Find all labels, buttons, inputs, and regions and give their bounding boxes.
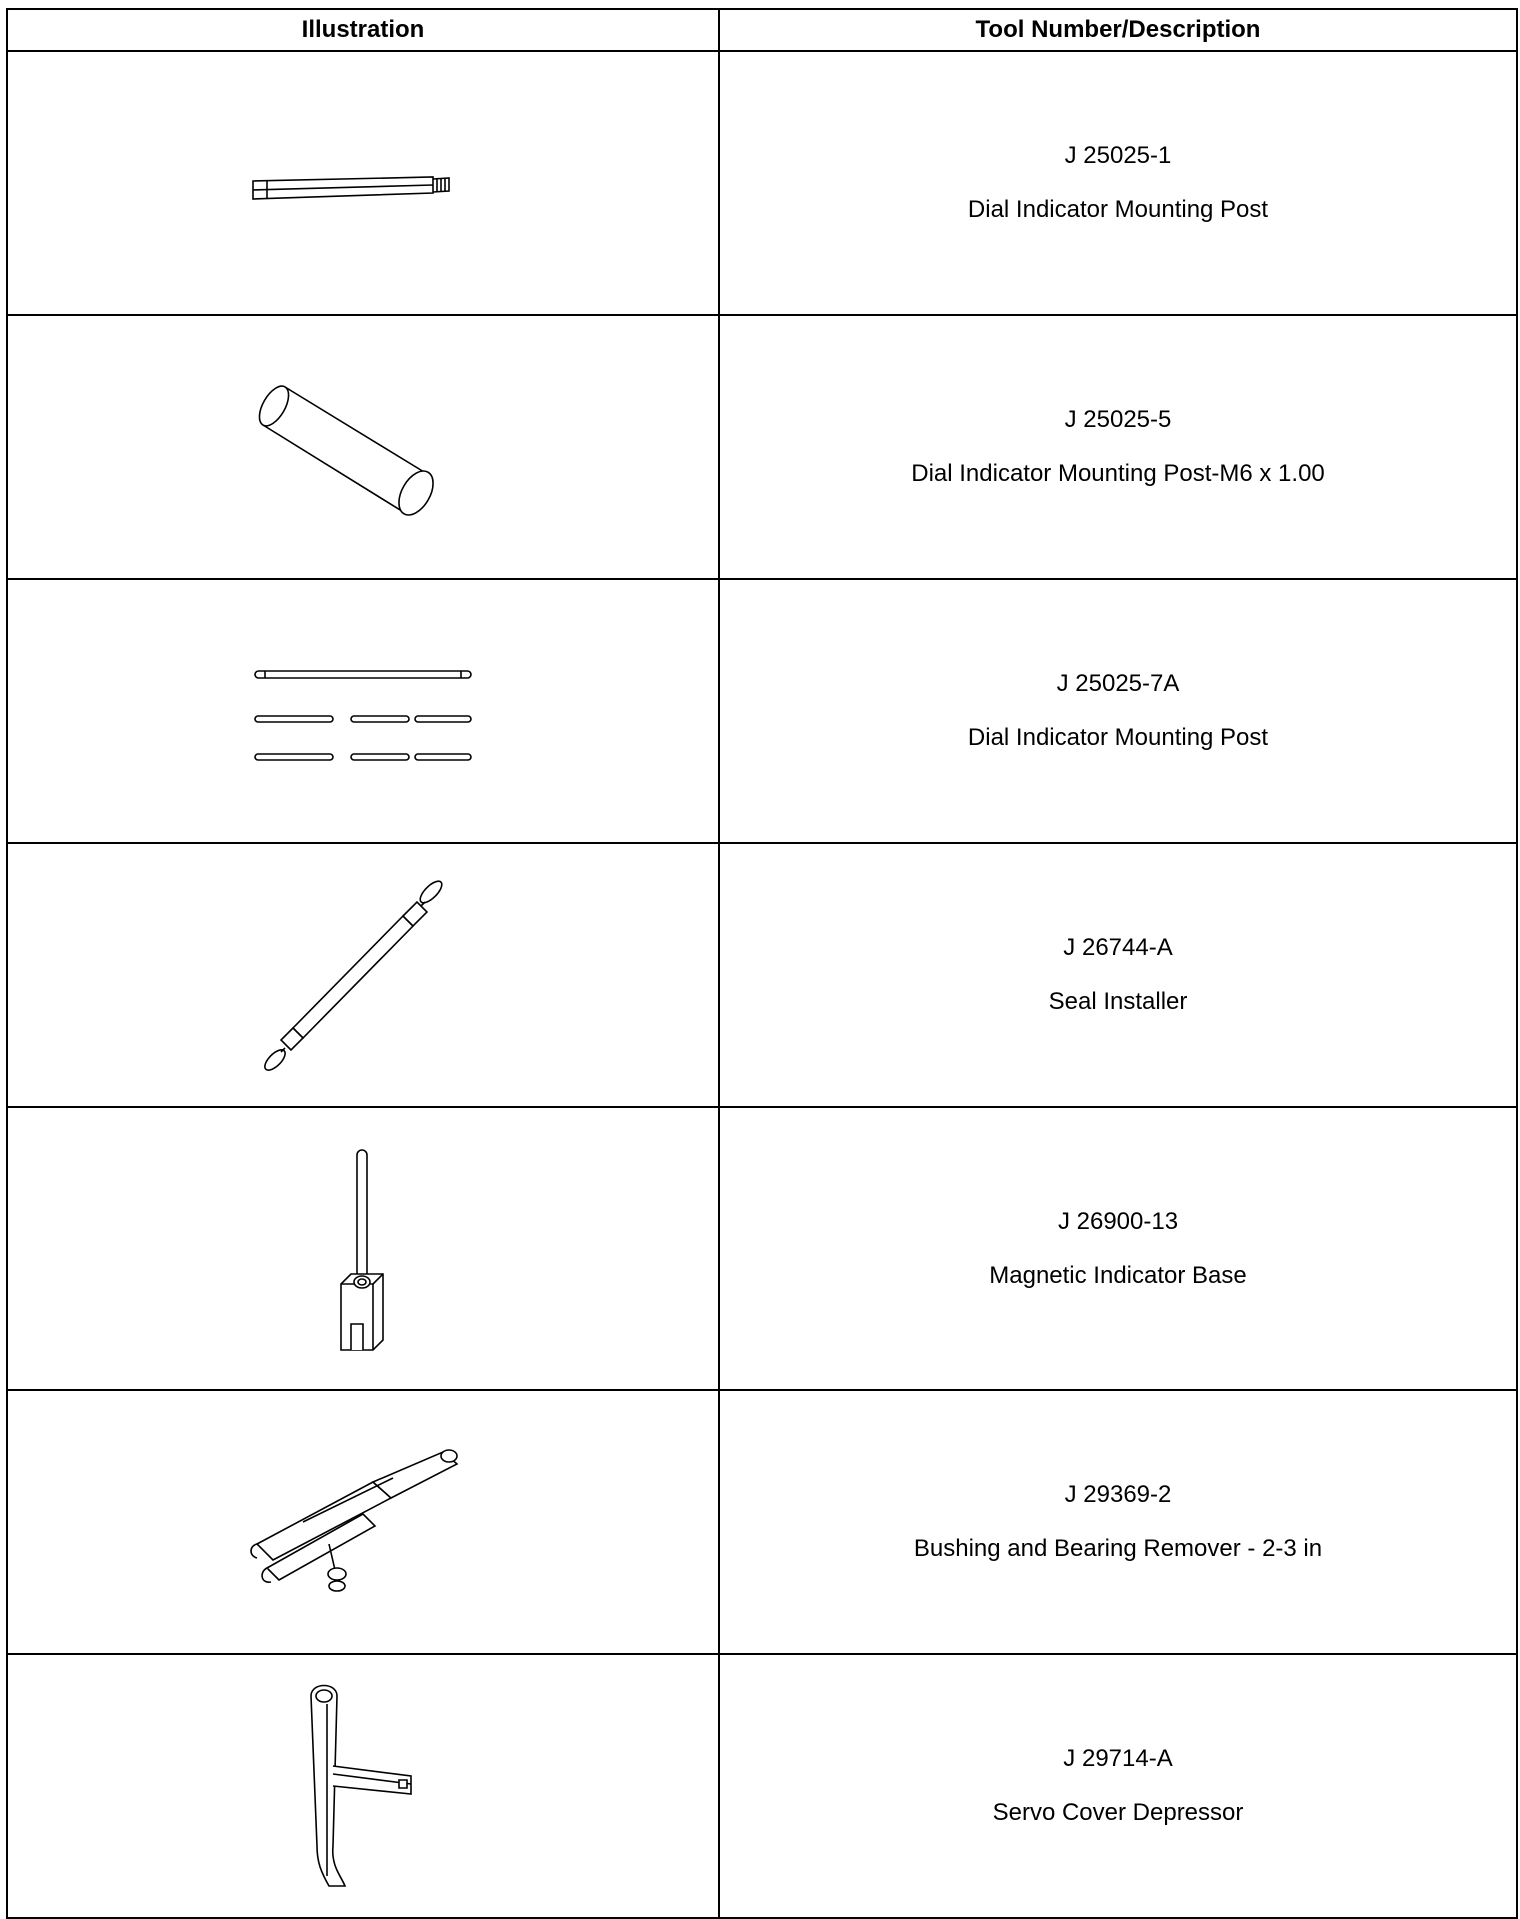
servo-depressor-icon	[293, 1676, 433, 1896]
tool-description: Seal Installer	[1048, 988, 1188, 1015]
tool-number: J 26744-A	[1063, 934, 1173, 961]
table-row	[7, 1390, 1517, 1654]
tool-description: Servo Cover Depressor	[992, 1799, 1244, 1826]
seal-installer-icon	[253, 870, 473, 1080]
mounting-post-icon	[243, 153, 483, 213]
table-row	[7, 843, 1517, 1107]
tool-number: J 25025-5	[1064, 406, 1172, 433]
description-cell	[719, 1107, 1517, 1390]
table-row	[7, 579, 1517, 843]
table-row	[7, 1107, 1517, 1390]
tool-description: Dial Indicator Mounting Post	[967, 196, 1269, 223]
illustration-cell	[7, 843, 719, 1107]
table-row	[7, 315, 1517, 579]
table-row	[7, 1654, 1517, 1918]
header-tool-description: Tool Number/Description	[719, 9, 1517, 51]
tool-description: Dial Indicator Mounting Post-M6 x 1.00	[911, 460, 1325, 487]
description-cell	[719, 51, 1517, 315]
description-cell	[719, 579, 1517, 843]
illustration-cell	[7, 315, 719, 579]
description-cell	[719, 315, 1517, 579]
post-set-icon	[243, 656, 483, 766]
illustration-cell	[7, 51, 719, 315]
magnetic-base-icon	[323, 1144, 403, 1354]
cylinder-post-icon	[253, 367, 473, 527]
tool-number: J 29369-2	[1064, 1481, 1172, 1508]
illustration-cell	[7, 579, 719, 843]
description-cell	[719, 1654, 1517, 1918]
description-cell	[719, 1390, 1517, 1654]
header-row	[7, 9, 1517, 51]
tool-description: Magnetic Indicator Base	[989, 1261, 1247, 1289]
header-illustration: Illustration	[7, 9, 719, 51]
tool-number: J 25025-1	[1064, 142, 1172, 169]
tool-description: Bushing and Bearing Remover - 2-3 in	[913, 1535, 1323, 1562]
illustration-cell	[7, 1107, 719, 1390]
tool-number: J 26900-13	[1057, 1207, 1179, 1235]
illustration-cell	[7, 1654, 719, 1918]
special-tools-table	[6, 8, 1518, 1919]
description-cell	[719, 843, 1517, 1107]
tool-number: J 25025-7A	[1056, 670, 1180, 697]
tool-number: J 29714-A	[1063, 1745, 1173, 1772]
illustration-cell	[7, 1390, 719, 1654]
tool-description: Dial Indicator Mounting Post	[967, 724, 1269, 751]
bushing-remover-icon	[243, 1442, 483, 1602]
table-row	[7, 51, 1517, 315]
